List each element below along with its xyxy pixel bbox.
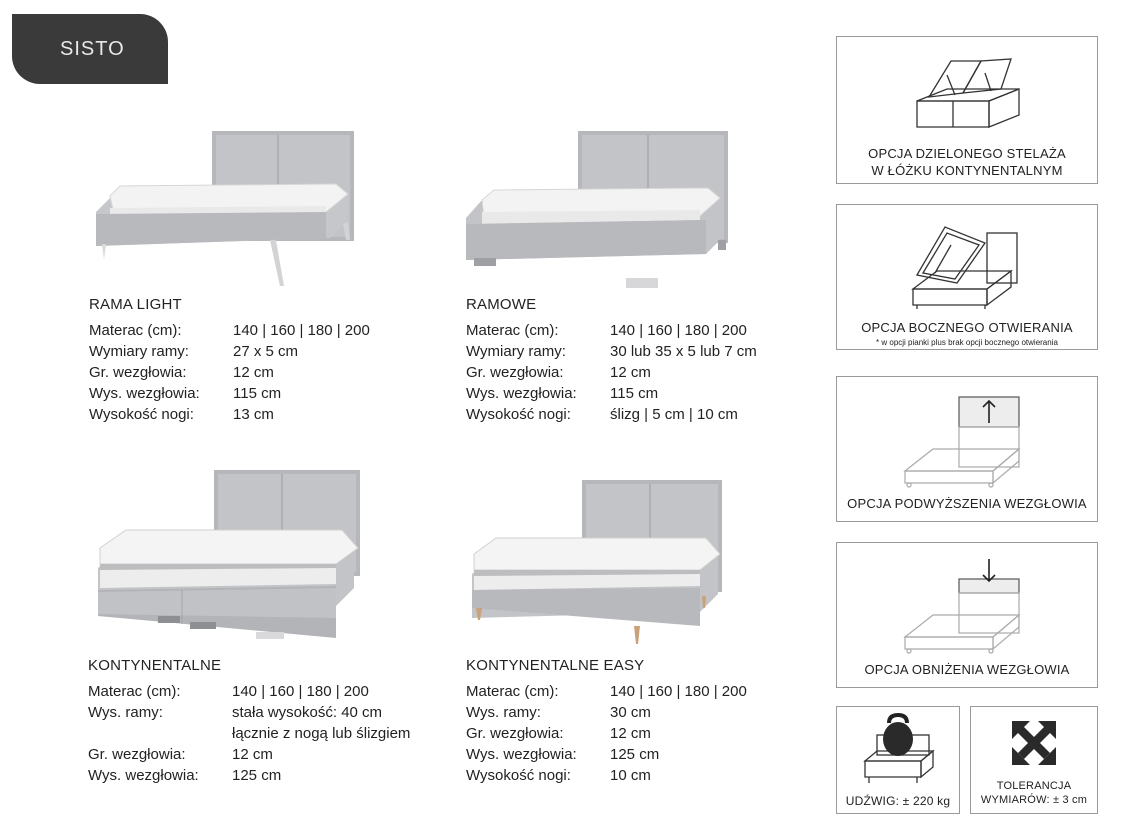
spec-label: Materac (cm): <box>89 322 182 339</box>
option-label: OPCJA DZIELONEGO STELAŻA W ŁÓŻKU KONTYNENTALNYM <box>868 146 1066 178</box>
spec-row <box>88 744 410 765</box>
spec-block-ramowe <box>466 294 757 425</box>
lower-headboard-bed-icon <box>897 557 1037 657</box>
bed-name: RAMOWE <box>466 296 537 313</box>
spec-value: 125 cm <box>610 746 660 763</box>
spec-block-kontynentalne <box>88 655 410 786</box>
spec-row <box>466 681 747 702</box>
spec-label: Wymiary ramy: <box>89 343 189 360</box>
spec-row <box>466 723 747 744</box>
option-note: * w opcji pianki plus brak opcji bocznego otwierania <box>876 338 1058 347</box>
spec-row <box>466 702 747 723</box>
bed-image-rama-light <box>90 128 360 293</box>
spec-label: Wymiary ramy: <box>466 343 566 360</box>
option-side-opening <box>836 204 1098 350</box>
raise-headboard-bed-icon <box>897 391 1037 491</box>
spec-label: Wys. wezgłowia: <box>466 746 577 763</box>
spec-label: Wys. ramy: <box>466 704 541 721</box>
spec-value: stała wysokość: 40 cm łącznie z nogą lub ślizgiem <box>232 704 411 742</box>
spec-label: Wys. ramy: <box>88 704 163 721</box>
bed-image-ramowe <box>460 128 735 293</box>
spec-value: 140 | 160 | 180 | 200 <box>233 322 370 339</box>
spec-row <box>89 320 370 341</box>
spec-label: Gr. wezgłowia: <box>466 364 564 381</box>
option-label: UDŹWIG: ± 220 kg <box>845 794 951 808</box>
spec-row <box>88 702 410 744</box>
spec-value: 140 | 160 | 180 | 200 <box>232 683 369 700</box>
spec-row <box>89 404 370 425</box>
spec-label: Wysokość nogi: <box>466 406 571 423</box>
page-title-text: SISTO <box>60 37 125 60</box>
bed-image-kontynentalne-easy <box>466 478 726 650</box>
spec-row <box>466 320 757 341</box>
option-label: TOLERANCJA WYMIARÓW: ± 3 cm <box>980 780 1088 806</box>
spec-label: Wysokość nogi: <box>89 406 194 423</box>
bed-image-kontynentalne <box>92 468 364 646</box>
spec-value: 27 x 5 cm <box>233 343 299 360</box>
option-split-frame <box>836 36 1098 184</box>
spec-value: 30 cm <box>610 704 651 721</box>
spec-row <box>89 383 370 404</box>
split-frame-bed-icon <box>907 49 1027 139</box>
spec-label: Materac (cm): <box>466 322 559 339</box>
spec-row <box>466 362 757 383</box>
spec-value: ślizg | 5 cm | 10 cm <box>610 406 738 423</box>
spec-row <box>88 765 410 786</box>
spec-row <box>466 383 757 404</box>
spec-value: 12 cm <box>233 364 274 381</box>
page-title <box>12 14 168 84</box>
spec-label: Wysokość nogi: <box>466 767 571 784</box>
spec-value: 125 cm <box>232 767 282 784</box>
spec-row <box>466 765 747 786</box>
spec-value: 12 cm <box>610 725 651 742</box>
spec-value: 140 | 160 | 180 | 200 <box>610 683 747 700</box>
spec-row <box>88 681 410 702</box>
side-opening-bed-icon <box>907 213 1027 313</box>
spec-value: 10 cm <box>610 767 651 784</box>
resize-arrows-icon <box>1004 713 1064 773</box>
spec-value: 12 cm <box>610 364 651 381</box>
option-lower-headboard <box>836 542 1098 688</box>
spec-label: Gr. wezgłowia: <box>466 725 564 742</box>
spec-block-kontynentalne-easy <box>466 655 747 786</box>
spec-value: 30 lub 35 x 5 lub 7 cm <box>610 343 757 360</box>
option-load-capacity <box>836 706 960 814</box>
option-tolerance <box>970 706 1098 814</box>
spec-value: 12 cm <box>232 746 273 763</box>
option-raise-headboard <box>836 376 1098 522</box>
spec-label: Wys. wezgłowia: <box>88 767 199 784</box>
spec-value: 115 cm <box>233 385 282 402</box>
spec-value: 140 | 160 | 180 | 200 <box>610 322 747 339</box>
kettlebell-bed-icon <box>855 711 941 791</box>
spec-row <box>466 744 747 765</box>
spec-label: Gr. wezgłowia: <box>89 364 187 381</box>
bed-name: RAMA LIGHT <box>89 296 182 313</box>
spec-label: Wys. wezgłowia: <box>89 385 200 402</box>
spec-label: Materac (cm): <box>88 683 181 700</box>
spec-row <box>466 404 757 425</box>
spec-value: 13 cm <box>233 406 274 423</box>
spec-row <box>89 362 370 383</box>
spec-row <box>466 341 757 362</box>
spec-block-rama-light <box>89 294 370 425</box>
spec-label: Wys. wezgłowia: <box>466 385 577 402</box>
spec-label: Gr. wezgłowia: <box>88 746 186 763</box>
option-label: OPCJA BOCZNEGO OTWIERANIA <box>861 320 1073 335</box>
spec-row <box>89 341 370 362</box>
spec-value: 115 cm <box>610 385 659 402</box>
option-label: OPCJA OBNIŻENIA WEZGŁOWIA <box>864 662 1070 677</box>
option-label: OPCJA PODWYŻSZENIA WEZGŁOWIA <box>847 496 1087 511</box>
bed-name: KONTYNENTALNE EASY <box>466 657 645 674</box>
spec-label: Materac (cm): <box>466 683 559 700</box>
bed-name: KONTYNENTALNE <box>88 657 222 674</box>
